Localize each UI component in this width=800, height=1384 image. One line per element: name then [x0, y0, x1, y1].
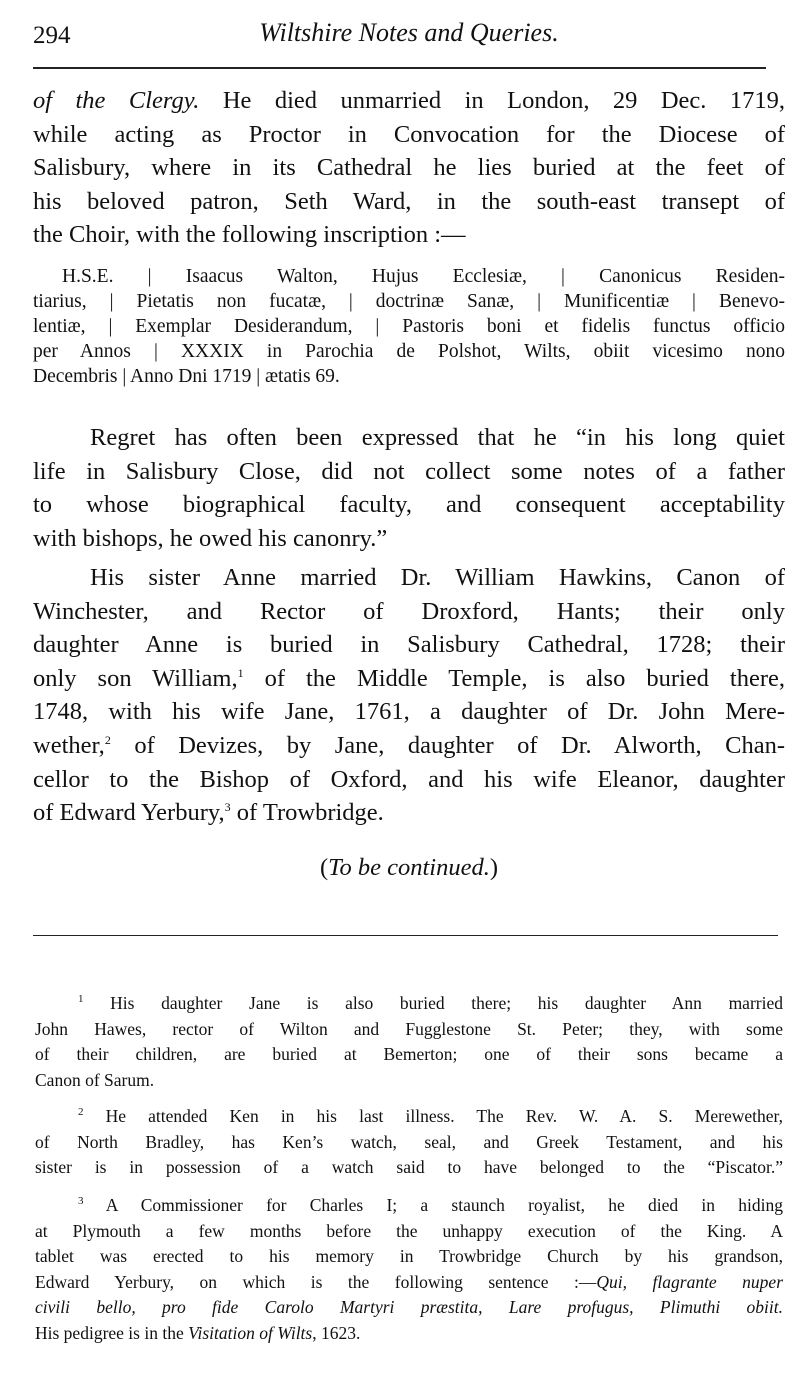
text: A Commissioner for Charles I; a staunch royalist, he died in hiding — [105, 1195, 783, 1215]
footnote-rule — [33, 935, 778, 936]
text-line: Canon of Sarum. — [35, 1069, 155, 1090]
text: of Devizes, by Jane, daughter of Dr. Alworth, Chan- — [110, 731, 785, 759]
footnote-mark: 3 — [78, 1195, 84, 1207]
text: He attended Ken in his last illness. The Rev. W. A. S. Merewether, — [105, 1106, 783, 1126]
text-line: per Annos | XXXIX in Parochia de Polshot, Wilts, obiit vicesimo nono — [33, 341, 785, 362]
to-be-continued — [33, 851, 785, 885]
text-line: daughter Anne is buried in Salisbury Cathedral, 1728; their — [33, 631, 785, 659]
header-rule — [33, 67, 766, 69]
page-number: 294 — [33, 22, 71, 49]
text-line: of North Bradley, has Ken’s watch, seal, and Greek Testament, and his — [35, 1131, 783, 1152]
text-line: Decembris | Anno Dni 1719 | ætatis 69. — [33, 366, 340, 387]
text: only son William, — [33, 664, 238, 692]
text: of Edward Yerbury, — [33, 799, 225, 827]
text: Edward Yerbury, on which is the following sentence :— — [35, 1271, 597, 1292]
text-line — [33, 796, 785, 830]
text-line — [35, 1321, 783, 1347]
text-line — [33, 662, 785, 696]
text: He died unmarried in London, 29 Dec. 1719, — [199, 87, 785, 114]
italic-text: Qui, flagrante nuper — [596, 1271, 784, 1292]
italic-text: To be continued. — [328, 854, 490, 881]
text-line: at Plymouth a few months before the unhappy execution of the King. A — [35, 1220, 783, 1241]
text-line: tiarius, | Pietatis non fucatæ, | doctrinæ Sanæ, | Munificentiæ | Benevo- — [33, 291, 785, 312]
footnote-1 — [35, 991, 783, 1093]
footnote-mark: 1 — [78, 993, 84, 1005]
paragraph-1 — [33, 84, 785, 252]
text-line: John Hawes, rector of Wilton and Fugglestone St. Peter; they, with some — [35, 1018, 783, 1039]
text-line: H.S.E. | Isaacus Walton, Hujus Ecclesiæ, | Canonicus Residen- — [62, 266, 785, 287]
text: of the Middle Temple, is also buried there, — [243, 664, 786, 692]
italic-text-line: civili bello, pro fide Carolo Martyri præstita, Lare profugus, Plimuthi obiit. — [35, 1297, 783, 1318]
text: ( — [319, 854, 329, 881]
running-header — [33, 18, 785, 54]
text-line: 1748, with his wife Jane, 1761, a daughter of Dr. John Mere- — [33, 698, 785, 726]
text: wether, — [33, 731, 105, 759]
text-line: his beloved patron, Seth Ward, in the south-east transept of — [33, 187, 785, 215]
text: His daughter Jane is also buried there; his daughter Ann married — [110, 993, 783, 1013]
text-line: to whose biographical faculty, and consequent acceptability — [33, 491, 785, 519]
footnote-ref-2[interactable]: 2 — [104, 732, 111, 747]
text-line: sister is in possession of a watch said to have belonged to the “Piscator.” — [35, 1157, 783, 1178]
text-line: cellor to the Bishop of Oxford, and his wife Eleanor, daughter — [33, 765, 785, 793]
italic-text: Visitation of Wilts — [188, 1322, 313, 1343]
text-line: tablet was erected to his memory in Trowbridge Church by his grandson, — [35, 1246, 783, 1267]
text: , 1623. — [312, 1322, 361, 1343]
text: His pedigree is in the — [35, 1322, 189, 1343]
paragraph-3 — [33, 561, 785, 830]
text-line — [35, 1270, 783, 1296]
text-line: Salisbury, where in its Cathedral he lies buried at the feet of — [33, 154, 785, 182]
inscription — [33, 264, 785, 389]
footnote-2 — [35, 1104, 783, 1181]
text-line: of their children, are buried at Bemerton; one of their sons became a — [35, 1044, 783, 1065]
footnote-3 — [35, 1193, 783, 1347]
text-line: the Choir, with the following inscription :— — [33, 221, 466, 249]
footnote-ref-1[interactable]: 1 — [237, 665, 244, 680]
text-line: lentiæ, | Exemplar Desiderandum, | Pastoris boni et fidelis functus officio — [33, 316, 785, 337]
text-line — [33, 729, 785, 763]
text-line: while acting as Proctor in Convocation for the Diocese of — [33, 120, 785, 148]
text-line: His sister Anne married Dr. William Hawkins, Canon of — [90, 564, 785, 591]
text-line: life in Salisbury Close, did not collect some notes of a father — [33, 457, 785, 485]
running-title: Wiltshire Notes and Queries. — [259, 18, 559, 47]
text-line: Winchester, and Rector of Droxford, Hants; their only — [33, 597, 785, 625]
footnote-mark: 2 — [78, 1106, 84, 1118]
text-line: with bishops, he owed his canonry.” — [33, 524, 388, 552]
footnote-ref-3[interactable]: 3 — [224, 800, 231, 815]
text-line: Regret has often been expressed that he “in his long quiet — [90, 424, 785, 451]
paragraph-2 — [33, 421, 785, 555]
text: ) — [489, 854, 499, 881]
italic-text: of the Clergy. — [33, 87, 200, 114]
text: of Trowbridge. — [230, 799, 384, 827]
